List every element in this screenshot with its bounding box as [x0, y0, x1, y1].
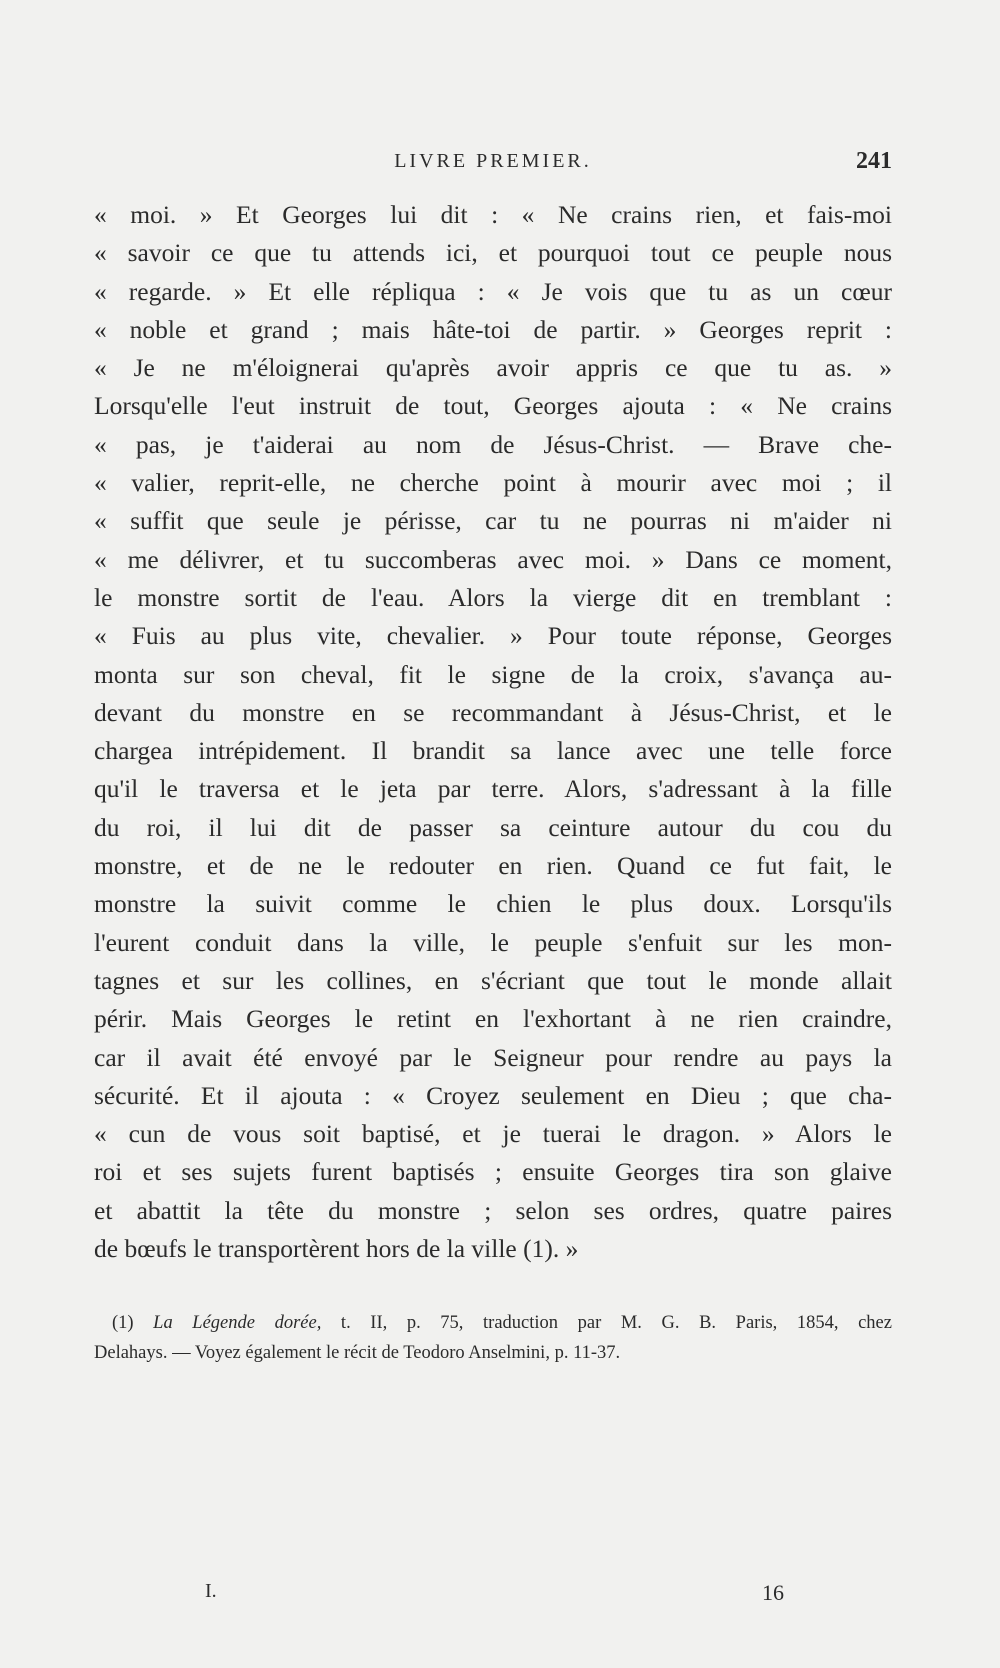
text-line: le monstre sortit de l'eau. Alors la vierge dit en tremblant : [94, 582, 892, 612]
text-line: sécurité. Et il ajouta : « Croyez seulement en Dieu ; que cha- [94, 1080, 892, 1110]
footnote [94, 1308, 892, 1368]
text-line: Lorsqu'elle l'eut instruit de tout, Georges ajouta : « Ne crains [94, 391, 892, 421]
text-line: « Fuis au plus vite, chevalier. » Pour toute réponse, Georges [94, 621, 892, 651]
text-line: « regarde. » Et elle répliqua : « Je vois que tu as un cœur [94, 276, 892, 306]
text-line: de bœufs le transportèrent hors de la ville (1). » [94, 1234, 579, 1264]
text-line: « pas, je t'aiderai au nom de Jésus-Christ. — Brave che- [94, 429, 892, 459]
text-line: roi et ses sujets furent baptisés ; ensuite Georges tira son glaive [94, 1157, 892, 1187]
text-line: « valier, reprit-elle, ne cherche point à mourir avec moi ; il [94, 468, 892, 498]
footnote-title: La Légende dorée, [153, 1313, 322, 1333]
running-head [94, 150, 892, 180]
body-text [94, 196, 892, 1268]
text-line: « cun de vous soit baptisé, et je tuerai le dragon. » Alors le [94, 1119, 892, 1149]
gathering-number: 16 [762, 1580, 784, 1605]
text-line: périr. Mais Georges le retint en l'exhortant à ne rien craindre, [94, 1004, 892, 1034]
text-line: qu'il le traversa et le jeta par terre. Alors, s'adressant à la fille [94, 774, 892, 804]
footnote-line [94, 1308, 892, 1338]
footnote-text: t. II, p. 75, traduction par M. G. B. Paris, 1854, chez [321, 1313, 892, 1333]
footnote-line: Delahays. — Voyez également le récit de Teodoro Anselmini, p. 11-37. [94, 1343, 621, 1363]
text-line: monstre, et de ne le redouter en rien. Quand ce fut fait, le [94, 851, 892, 881]
text-line: « me délivrer, et tu succomberas avec moi. » Dans ce moment, [94, 544, 892, 574]
text-line: tagnes et sur les collines, en s'écriant que tout le monde allait [94, 965, 892, 995]
text-line: et abattit la tête du monstre ; selon ses ordres, quatre paires [94, 1195, 892, 1225]
footnote-marker: (1) [112, 1313, 154, 1333]
text-line: devant du monstre en se recommandant à Jésus-Christ, et le [94, 697, 892, 727]
text-line: chargea intrépidement. Il brandit sa lance avec une telle force [94, 736, 892, 766]
text-line: monta sur son cheval, fit le signe de la croix, s'avança au- [94, 659, 892, 689]
page-number: 241 [856, 148, 892, 174]
text-line: « moi. » Et Georges lui dit : « Ne crains rien, et fais-moi [94, 200, 892, 229]
text-line: « savoir ce que tu attends ici, et pourquoi tout ce peuple nous [94, 238, 892, 268]
text-line: monstre la suivit comme le chien le plus doux. Lorsqu'ils [94, 889, 892, 919]
text-line: l'eurent conduit dans la ville, le peuple s'enfuit sur les mon- [94, 927, 892, 957]
text-line: « Je ne m'éloignerai qu'après avoir appris ce que tu as. » [94, 353, 892, 383]
text-line: car il avait été envoyé par le Seigneur pour rendre au pays la [94, 1042, 892, 1072]
text-line: du roi, il lui dit de passer sa ceinture autour du cou du [94, 812, 892, 842]
text-line: « noble et grand ; mais hâte-toi de partir. » Georges reprit : [94, 314, 892, 344]
text-line: « suffit que seule je périsse, car tu ne pourras ni m'aider ni [94, 506, 892, 536]
signature-mark: I. [205, 1580, 217, 1602]
running-title: LIVRE PREMIER. [394, 150, 592, 172]
